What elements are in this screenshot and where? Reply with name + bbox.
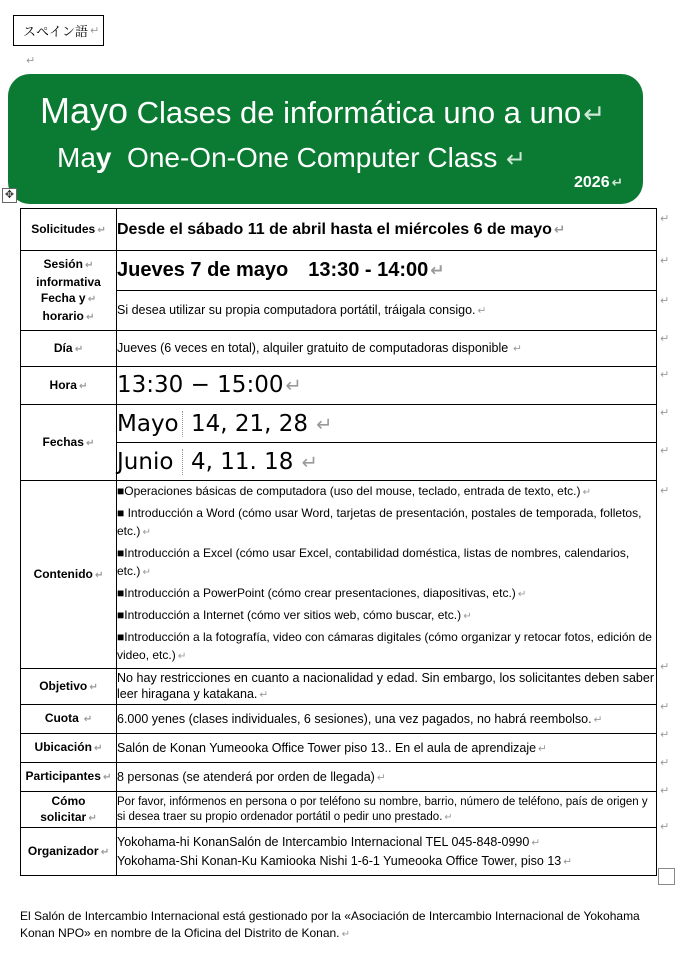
fechas-month-junio: Junio — [117, 448, 174, 475]
label-sesion: Sesión ↵ informativa Fecha y ↵ horario ↵ — [21, 251, 117, 331]
table-row — [21, 828, 657, 876]
paragraph-mark: ↵ — [26, 55, 36, 67]
value-ubicacion: Salón de Konan Yumeooka Office Tower piso 13.. En el aula de aprendizaje ↵ — [117, 734, 657, 763]
table-row — [21, 405, 657, 443]
label-dia: Día ↵ — [21, 331, 117, 367]
label-organizador: Organizador ↵ — [21, 828, 117, 876]
label-participantes: Participantes ↵ — [21, 763, 117, 792]
info-table — [20, 208, 657, 876]
table-row — [21, 251, 657, 291]
title-month-en-pre: Ma — [57, 142, 96, 173]
table-row — [21, 209, 657, 251]
label-como: Cómo solicitar ↵ — [21, 792, 117, 828]
content-item: ■Operaciones básicas de computadora (uso del mouse, teclado, entrada de texto, etc.) ↵ — [117, 484, 592, 498]
table-row — [21, 705, 657, 734]
label-contenido: Contenido ↵ — [21, 481, 117, 669]
value-objetivo: No hay restricciones en cuanto a nacionalidad y edad. Sin embargo, los solicitantes deben saber leer hiragana y katakana. ↵ — [117, 669, 657, 705]
value-como: Por favor, infórmenos en persona o por teléfono su nombre, barrio, número de teléfono, país de origen y si desea traer su propio ordenador portátil o pedir uno prestado. ↵ — [117, 792, 657, 828]
value-organizador: Yokohama-hi KonanSalón de Intercambio Internacional TEL 045-848-0990 ↵ Yokohama-Shi Konan-Ku Kamiooka Nishi 1-6-1 Yumeooka Office Tower, piso 13 ↵ — [117, 828, 657, 876]
value-sesion: Jueves 7 de mayo 13:30 - 14:00 ↵ — [117, 251, 657, 291]
table-row — [21, 331, 657, 367]
content-item: ■Introducción a Excel (cómo usar Excel, contabilidad doméstica, listas de nombres, calendarios, etc.) ↵ — [117, 546, 630, 578]
table-row — [21, 443, 657, 481]
table-row — [21, 669, 657, 705]
value-participantes: 8 personas (se atenderá por orden de llegada) ↵ — [117, 763, 657, 792]
table-move-handle-icon[interactable]: ✥ — [2, 188, 17, 203]
content-item: ■Introducción a la fotografía, video con cámaras digitales (cómo organizar y retocar fotos, edición de video, etc.) ↵ — [117, 630, 652, 662]
value-sesion-note: Si desea utilizar su propia computadora portátil, tráigala consigo. ↵ — [117, 291, 657, 331]
table-row — [21, 734, 657, 763]
table-row — [21, 291, 657, 331]
content-item: ■ Introducción a Word (cómo usar Word, tarjetas de presentación, postales de temporada, folletos, etc.) ↵ — [117, 506, 642, 538]
title-english: May One-On-One Computer Class ↵ — [57, 142, 526, 173]
value-fechas-mayo: Mayo 14, 21, 28 ↵ — [117, 405, 657, 443]
title-year: 2026 ↵ — [574, 174, 623, 191]
label-objetivo: Objetivo ↵ — [21, 669, 117, 705]
table-row — [21, 481, 657, 669]
content-item: ■Introducción a PowerPoint (cómo crear presentaciones, diapositivas, etc.) ↵ — [117, 586, 527, 600]
table-row — [21, 792, 657, 828]
table-row — [21, 763, 657, 792]
value-solicitudes: Desde el sábado 11 de abril hasta el miércoles 6 de mayo ↵ — [117, 209, 657, 251]
value-dia: Jueves (6 veces en total), alquiler gratuito de computadoras disponible ↵ — [117, 331, 657, 367]
fechas-month-mayo: Mayo — [117, 410, 179, 437]
fechas-dates-junio: 4, 11. 18 — [182, 449, 293, 475]
title-month-en-bold: y — [95, 142, 112, 173]
table-resize-handle[interactable] — [658, 868, 675, 885]
table-row — [21, 367, 657, 405]
title-banner — [8, 74, 643, 204]
value-fechas-junio: Junio4, 11. 18 ↵ — [117, 443, 657, 481]
label-fechas: Fechas ↵ — [21, 405, 117, 481]
content-item: ■Introducción a Internet (cómo ver sitios web, cómo buscar, etc.) ↵ — [117, 608, 472, 622]
label-cuota: Cuota ↵ — [21, 705, 117, 734]
label-ubicacion: Ubicación ↵ — [21, 734, 117, 763]
footer-note: El Salón de Intercambio Internacional está gestionado por la «Asociación de Intercambio Internacional de Yokohama Konan NPO» en nombre de la Oficina del Distrito de Konan. ↵ — [20, 909, 640, 940]
title-text-es: Clases de informática uno a uno — [136, 95, 582, 130]
label-hora: Hora ↵ — [21, 367, 117, 405]
title-spanish: Mayo Clases de informática uno a uno↵ — [40, 90, 606, 131]
value-cuota: 6.000 yenes (clases individuales, 6 sesiones), una vez pagados, no habrá reembolso. ↵ — [117, 705, 657, 734]
language-label: スペイン語 — [23, 25, 89, 40]
title-month-es: Mayo — [40, 90, 129, 131]
fechas-dates-mayo: 14, 21, 28 — [182, 411, 308, 437]
title-text-en: One-On-One Computer Class — [127, 142, 498, 173]
label-solicitudes: Solicitudes ↵ — [21, 209, 117, 251]
value-contenido — [117, 481, 657, 669]
language-label-box: スペイン語 ↵ — [13, 15, 104, 46]
value-hora: 13:30 − 15:00 ↵ — [117, 367, 657, 405]
